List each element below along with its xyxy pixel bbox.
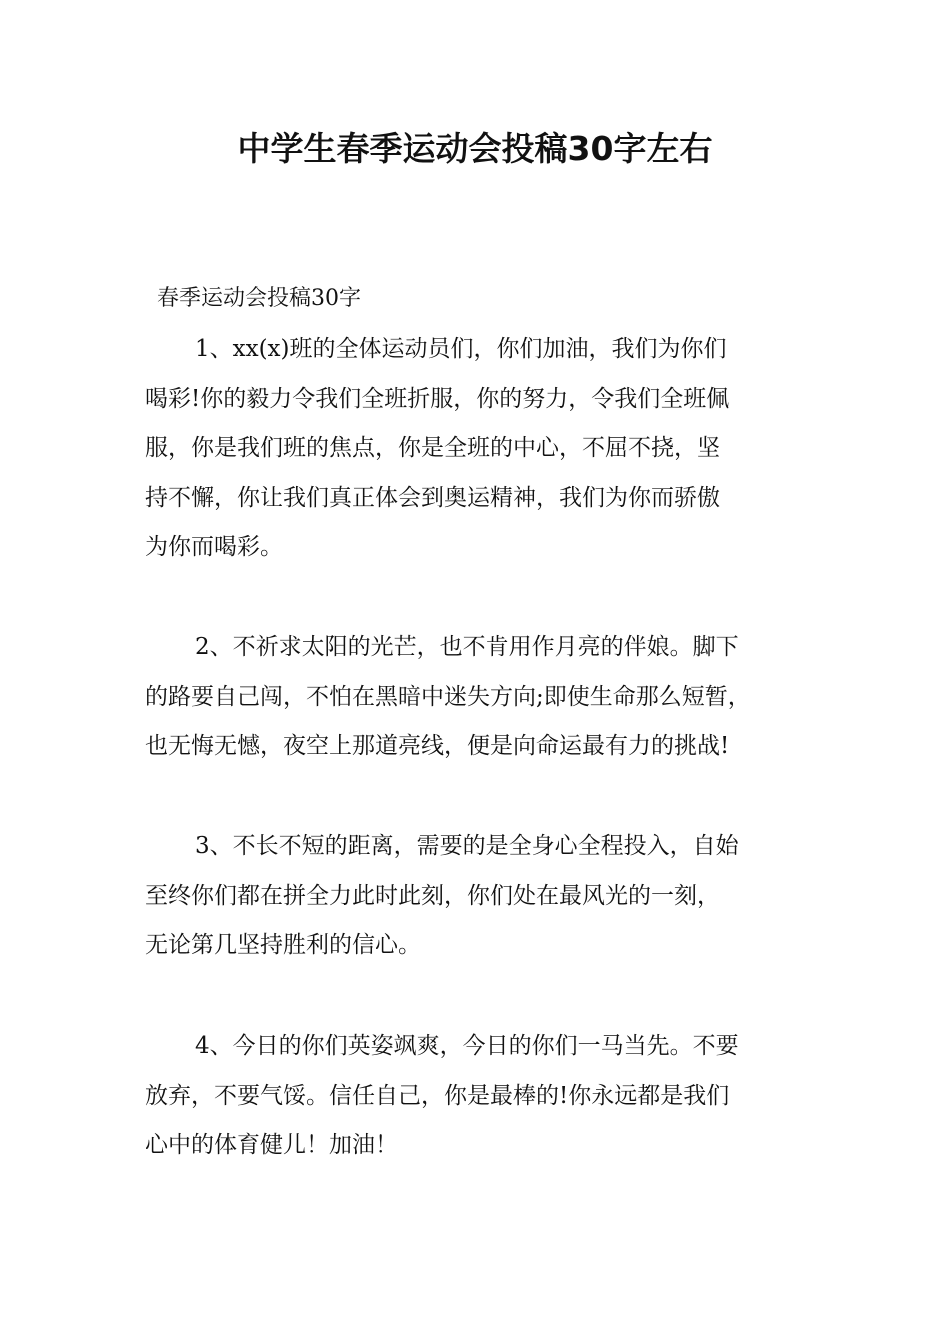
paragraph-1 <box>145 325 825 573</box>
paragraph-line: 1、xx(x)班的全体运动员们，你们加油，我们为你们 <box>195 336 727 362</box>
document-subtitle: 春季运动会投稿30字 <box>157 286 361 311</box>
paragraph-line: 服，你是我们班的焦点，你是全班的中心，不屈不挠，坚 <box>145 435 720 461</box>
paragraph-line: 3、不长不短的距离，需要的是全身心全程投入，自始 <box>195 833 739 859</box>
paragraph-line: 也无悔无憾，夜空上那道亮线，便是向命运最有力的挑战! <box>145 733 730 759</box>
paragraph-2 <box>145 623 825 772</box>
document-title: 中学生春季运动会投稿30字左右 <box>237 129 713 168</box>
paragraph-line: 心中的体育健儿！加油！ <box>145 1132 398 1158</box>
paragraph-4 <box>145 1022 825 1171</box>
paragraph-3 <box>145 822 825 971</box>
paragraph-line: 2、不祈求太阳的光芒，也不肯用作月亮的伴娘。脚下 <box>195 634 739 660</box>
paragraph-line: 为你而喝彩。 <box>145 534 283 560</box>
paragraph-line: 4、今日的你们英姿飒爽，今日的你们一马当先。不要 <box>195 1033 739 1059</box>
paragraph-line: 至终你们都在拼全力此时此刻，你们处在最风光的一刻， <box>145 882 720 909</box>
paragraph-line: 无论第几坚持胜利的信心。 <box>145 932 421 958</box>
paragraph-line: 喝彩!你的毅力令我们全班折服，你的努力，令我们全班佩 <box>145 385 730 412</box>
paragraph-line: 放弃，不要气馁。信任自己，你是最棒的!你永远都是我们 <box>145 1082 730 1109</box>
paragraph-line: 持不懈，你让我们真正体会到奥运精神，我们为你而骄傲 <box>145 484 720 511</box>
paragraph-line: 的路要自己闯，不怕在黑暗中迷失方向;即使生命那么短暂， <box>145 683 751 710</box>
